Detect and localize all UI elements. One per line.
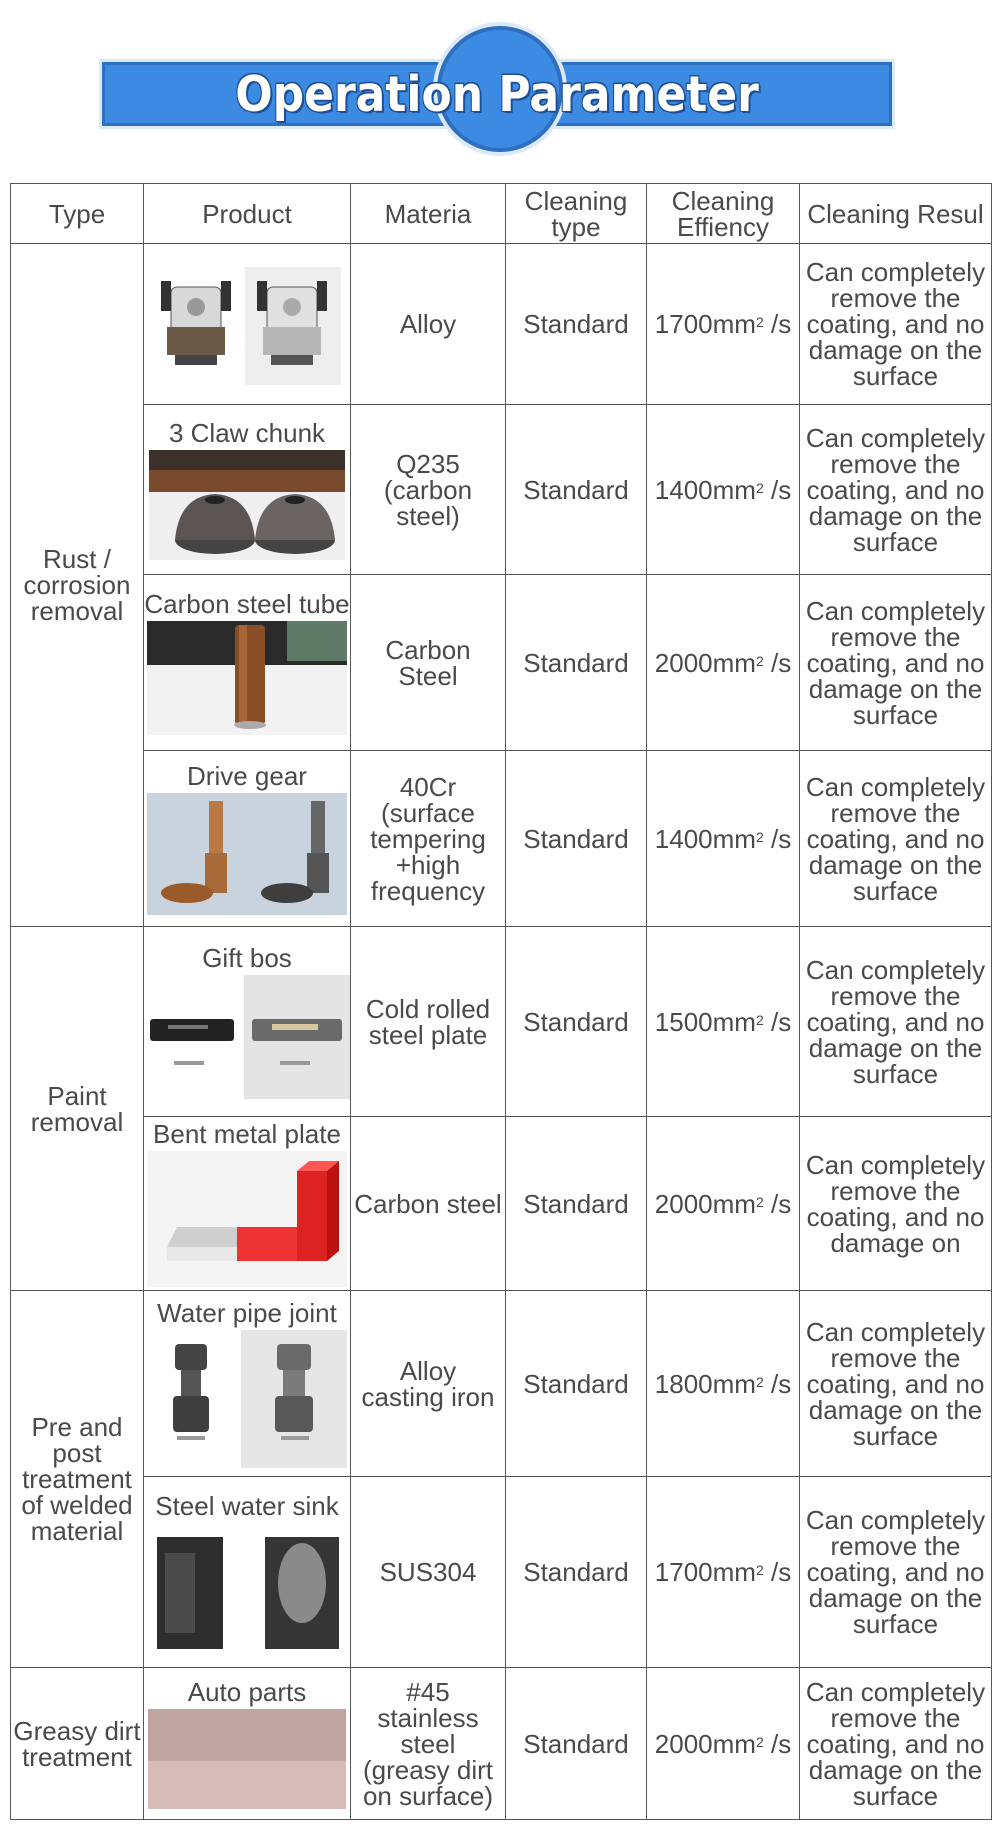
- efficiency-superscript: 2: [755, 314, 764, 330]
- product-name: Steel water sink: [155, 1491, 339, 1521]
- efficiency-superscript: 2: [755, 1193, 764, 1210]
- product-photo-bent-plate: [144, 1151, 350, 1287]
- efficiency-unit: /s: [763, 647, 792, 678]
- product-photo-pipe-joint: [144, 1330, 350, 1468]
- product-name: Drive gear: [187, 760, 307, 791]
- banner-title: Operation Parameter: [235, 65, 759, 123]
- efficiency-unit: /s: [763, 309, 792, 339]
- efficiency-superscript: 2: [755, 652, 764, 669]
- efficiency-value: 2000mm: [654, 647, 756, 678]
- result-cell: Can completely remove the coating, and no damage on the surface: [800, 927, 992, 1117]
- efficiency-unit: /s: [763, 1368, 792, 1399]
- efficiency-superscript: 2: [755, 1733, 764, 1750]
- efficiency-cell: [647, 751, 800, 927]
- group-label: Paint removal: [30, 1080, 124, 1137]
- table-row: [11, 244, 992, 405]
- group-welded-material: [11, 1291, 144, 1668]
- material-cell: Alloy: [351, 244, 506, 405]
- header-material: Materia: [351, 184, 506, 244]
- banner: [0, 0, 1000, 165]
- group-paint-removal: [11, 927, 144, 1291]
- product-name: Bent metal plate: [153, 1118, 341, 1149]
- product-cell: [144, 405, 351, 575]
- material-cell: Carbon steel: [351, 1117, 506, 1291]
- efficiency-value: 1800mm: [654, 1368, 756, 1399]
- result-cell: Can completely remove the coating, and no damage on the surface: [800, 1291, 992, 1477]
- efficiency-unit: /s: [763, 1557, 792, 1587]
- efficiency-value: 1700mm: [654, 309, 756, 339]
- product-photo-steel-tube: [144, 621, 350, 735]
- efficiency-superscript: 2: [755, 479, 764, 496]
- cleaning-type-cell: Standard: [506, 1117, 647, 1291]
- table-row: [11, 1477, 992, 1668]
- efficiency-cell: [647, 927, 800, 1117]
- efficiency-value: 1400mm: [654, 474, 756, 505]
- result-cell: Can completely remove the coating, and no damage on the surface: [800, 405, 992, 575]
- cleaning-type-cell: Standard: [506, 751, 647, 927]
- product-name: Auto parts: [187, 1676, 307, 1707]
- material-cell: Carbon Steel: [351, 575, 506, 751]
- efficiency-cell: [647, 575, 800, 751]
- header-efficiency: Cleaning Effiency: [647, 184, 800, 244]
- material-cell: 40Cr (surface tempering +high frequency: [351, 751, 506, 927]
- product-cell: [144, 575, 351, 751]
- group-rust-removal: [11, 244, 144, 927]
- efficiency-unit: /s: [763, 1188, 792, 1219]
- cleaning-type-cell: Standard: [506, 927, 647, 1117]
- efficiency-value: 2000mm: [654, 1728, 756, 1759]
- group-label: Pre and post treatment of welded material: [21, 1412, 133, 1546]
- efficiency-unit: /s: [763, 1728, 792, 1759]
- product-photo-auto-parts: [144, 1709, 350, 1809]
- result-cell: Can completely remove the coating, and no damage on the surface: [800, 244, 992, 405]
- efficiency-unit: /s: [763, 474, 792, 505]
- efficiency-unit: /s: [763, 1006, 792, 1037]
- table-row: [11, 1668, 992, 1820]
- efficiency-superscript: 2: [755, 1562, 764, 1578]
- cleaning-type-cell: Standard: [506, 244, 647, 405]
- efficiency-cell: [647, 1117, 800, 1291]
- product-name: Water pipe joint: [157, 1297, 337, 1328]
- efficiency-superscript: 2: [755, 1011, 764, 1028]
- efficiency-cell: [647, 1477, 800, 1668]
- header-type: Type: [11, 184, 144, 244]
- group-label: Rust / corrosion removal: [23, 544, 131, 626]
- product-photo-drive-gear: [144, 793, 350, 915]
- result-cell: Can completely remove the coating, and no damage on the surface: [800, 1477, 992, 1668]
- efficiency-value: 2000mm: [654, 1188, 756, 1219]
- table-row: [11, 405, 992, 575]
- efficiency-cell: [647, 405, 800, 575]
- group-greasy-dirt: [11, 1668, 144, 1820]
- result-cell: Can completely remove the coating, and no damage on: [800, 1117, 992, 1291]
- efficiency-cell: [647, 244, 800, 405]
- result-cell: Can completely remove the coating, and no damage on the surface: [800, 1668, 992, 1820]
- efficiency-superscript: 2: [755, 828, 764, 845]
- product-cell: [144, 1477, 351, 1668]
- group-label: Greasy dirt treatment: [13, 1715, 141, 1772]
- material-cell: SUS304: [351, 1477, 506, 1668]
- material-cell: Cold rolled steel plate: [351, 927, 506, 1117]
- product-name: Carbon steel tube: [144, 588, 350, 619]
- cleaning-type-cell: Standard: [506, 1668, 647, 1820]
- table-row: [11, 927, 992, 1117]
- material-cell: Alloy casting iron: [351, 1291, 506, 1477]
- material-cell: Q235 (carbon steel): [351, 405, 506, 575]
- table-row: [11, 575, 992, 751]
- header-product: Product: [144, 184, 351, 244]
- cleaning-type-cell: Standard: [506, 1477, 647, 1668]
- product-photo-steel-domes: [144, 450, 350, 560]
- product-name: Gift bos: [202, 942, 292, 973]
- table-row: [11, 751, 992, 927]
- table-header-row: [11, 184, 992, 244]
- efficiency-superscript: 2: [755, 1373, 764, 1390]
- table-row: [11, 1117, 992, 1291]
- header-cleaning-type: Cleaning type: [506, 184, 647, 244]
- product-photo-gift-box: [144, 975, 350, 1099]
- product-cell: [144, 1291, 351, 1477]
- product-photo-water-sink: [144, 1523, 350, 1651]
- header-result: Cleaning Resul: [800, 184, 992, 244]
- product-cell: [144, 1668, 351, 1820]
- operation-parameter-table: [10, 183, 992, 1820]
- result-cell: Can completely remove the coating, and no damage on the surface: [800, 751, 992, 927]
- product-photo-claw-chuck: [144, 267, 350, 385]
- product-cell: [144, 1117, 351, 1291]
- efficiency-value: 1500mm: [654, 1006, 756, 1037]
- result-cell: Can completely remove the coating, and no damage on the surface: [800, 575, 992, 751]
- material-cell: #45 stainless steel (greasy dirt on surface): [351, 1668, 506, 1820]
- product-name: 3 Claw chunk: [168, 417, 326, 448]
- product-cell: [144, 244, 351, 405]
- efficiency-cell: [647, 1291, 800, 1477]
- cleaning-type-cell: Standard: [506, 405, 647, 575]
- efficiency-value: 1700mm: [654, 1557, 756, 1587]
- cleaning-type-cell: Standard: [506, 1291, 647, 1477]
- product-cell: [144, 751, 351, 927]
- efficiency-cell: [647, 1668, 800, 1820]
- table-row: [11, 1291, 992, 1477]
- product-cell: [144, 927, 351, 1117]
- efficiency-value: 1400mm: [654, 823, 756, 854]
- cleaning-type-cell: Standard: [506, 575, 647, 751]
- efficiency-unit: /s: [763, 823, 792, 854]
